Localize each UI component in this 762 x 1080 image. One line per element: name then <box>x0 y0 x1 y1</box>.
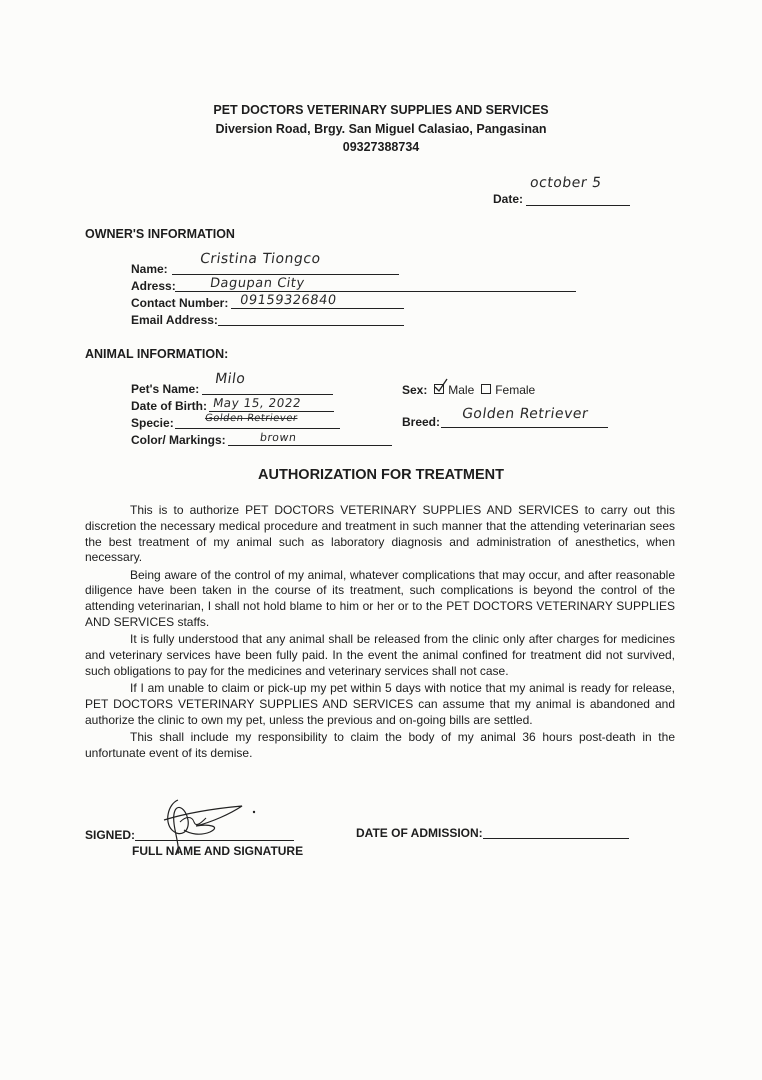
admission-line <box>483 838 629 839</box>
owner-name-label: Name: <box>131 262 168 276</box>
pet-name-line <box>202 394 333 395</box>
owner-address-label: Adress: <box>131 279 176 293</box>
company-address: Diversion Road, Brgy. San Miguel Calasiao, Pangasinan <box>215 122 547 136</box>
full-name-label: FULL NAME AND SIGNATURE <box>132 844 304 858</box>
male-checkbox[interactable] <box>434 384 444 394</box>
owner-email-line <box>218 325 404 326</box>
authorization-title: AUTHORIZATION FOR TREATMENT <box>258 467 504 483</box>
sex-female-label: Female <box>495 383 536 397</box>
signed-label: SIGNED: <box>85 828 136 842</box>
paragraph: Being aware of the control of my animal, whatever complications that may occur, and after reasonable diligence have been taken in the course of its treatment, such complications is beyond the control of the attending veterinarian, I shall not hold blame to him or her or to the PET DOCTORS VETERINARY SUPPLIES AND SERVICES staffs. <box>85 567 675 630</box>
owner-address-line <box>175 291 576 292</box>
admission-label: DATE OF ADMISSION: <box>356 826 483 840</box>
owner-contact-label: Contact Number: <box>131 296 229 310</box>
date-line <box>526 205 630 206</box>
dob-label: Date of Birth: <box>131 399 207 413</box>
pet-name-value: Milo <box>213 371 247 387</box>
owner-name-value: Cristina Tiongco <box>198 251 322 267</box>
paragraph: This is to authorize PET DOCTORS VETERINARY SUPPLIES AND SERVICES to carry out this discretion the necessary medical procedure and treatment in such manner that the attending veterinarian sees the best treatment of my animal such as laboratory diagnosis and administration of anesthetics, when necessary. <box>85 503 675 565</box>
dob-value: May 15, 2022 <box>212 396 303 410</box>
owner-name-line <box>172 274 399 275</box>
breed-line <box>441 427 608 428</box>
pet-name-label: Pet's Name: <box>131 382 200 396</box>
owner-email-label: Email Address: <box>131 313 218 327</box>
breed-label: Breed: <box>402 415 441 429</box>
specie-value: Golden Retriever <box>204 413 299 424</box>
specie-line <box>175 428 340 429</box>
paragraph: If I am unable to claim or pick-up my pet within 5 days with notice that my animal is ready for release, PET DOCTORS VETERINARY SUPPLIES AND SERVICES can assume that my animal is abandoned and authorize the clinic to own my pet, unless the previous and on-going bills are settled. <box>85 681 675 727</box>
authorization-body <box>85 503 675 763</box>
breed-value: Golden Retriever <box>460 406 590 422</box>
sex-label: Sex: <box>402 383 428 397</box>
specie-label: Specie: <box>131 416 174 430</box>
sex-field <box>402 381 535 399</box>
check-mark-icon <box>434 378 448 392</box>
animal-heading: ANIMAL INFORMATION: <box>85 347 229 361</box>
owner-contact-value: 09159326840 <box>238 293 338 308</box>
date-value: october 5 <box>528 175 603 191</box>
female-checkbox[interactable] <box>481 384 491 394</box>
owner-contact-line <box>231 308 404 309</box>
company-phone: 09327388734 <box>342 140 420 154</box>
sex-male-label: Male <box>448 383 475 397</box>
dob-line <box>209 411 334 412</box>
owner-heading: OWNER'S INFORMATION <box>85 227 235 241</box>
color-line <box>228 445 392 446</box>
owner-address-value: Dagupan City <box>208 276 306 291</box>
color-value: brown <box>259 431 298 444</box>
date-label: Date: <box>493 192 524 206</box>
paragraph: It is fully understood that any animal shall be released from the clinic only after charges for medicines and veterinary services have been fully paid. In the event the animal confined for treatment did not survived, such obligations to pay for the medicines and veterinary services shall not case. <box>85 632 675 678</box>
paragraph: This shall include my responsibility to claim the body of my animal 36 hours post-death in the unfortunate event of its demise. <box>85 730 675 760</box>
company-name: PET DOCTORS VETERINARY SUPPLIES AND SERVICES <box>213 103 549 117</box>
color-label: Color/ Markings: <box>131 433 226 447</box>
